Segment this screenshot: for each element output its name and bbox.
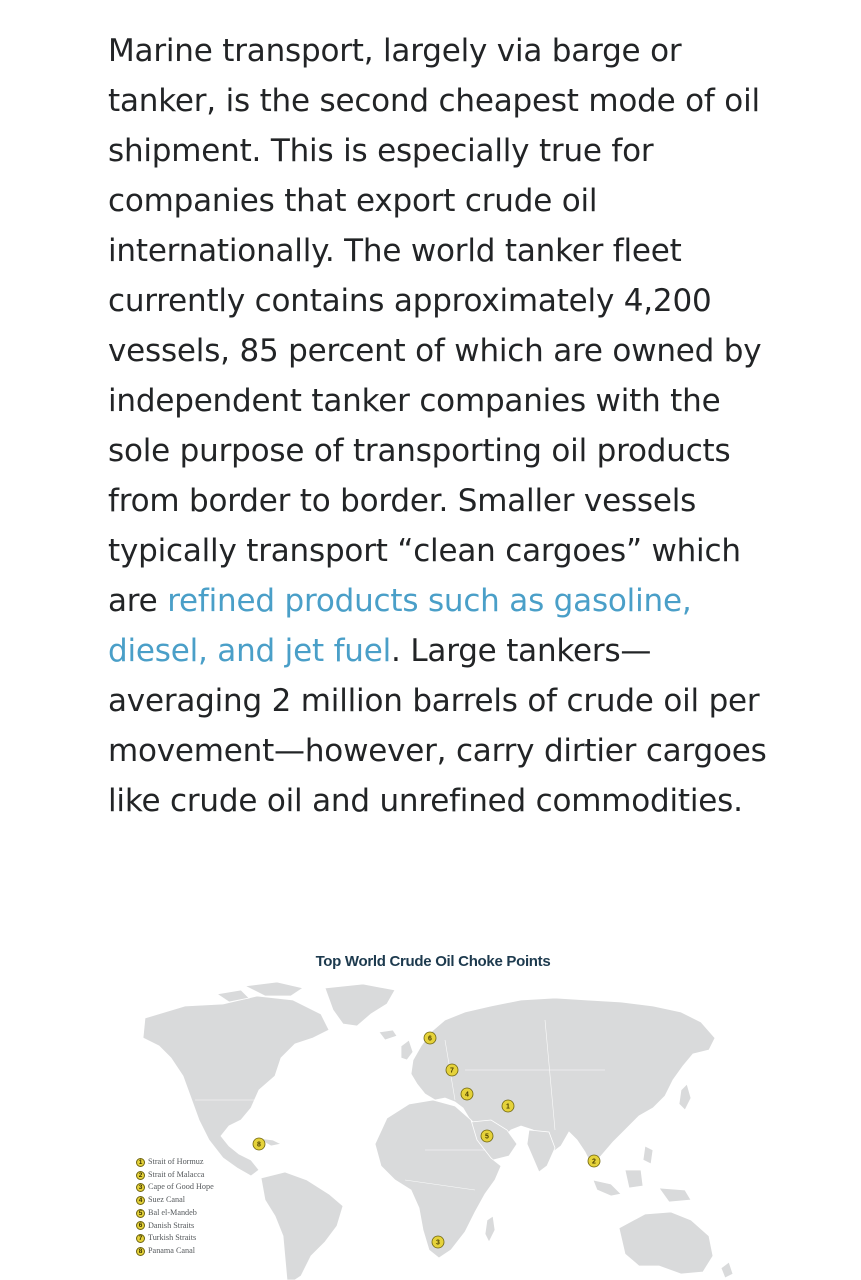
marker-6	[424, 1032, 436, 1044]
marker-3	[432, 1236, 444, 1248]
legend-number: 3	[136, 1183, 145, 1192]
svg-text:1: 1	[506, 1103, 510, 1111]
greenland-shape	[325, 984, 395, 1026]
legend-label: Danish Straits	[148, 1220, 195, 1230]
legend-item	[136, 1181, 214, 1194]
figure-title: Top World Crude Oil Choke Points	[315, 953, 551, 970]
marker-1	[502, 1100, 514, 1112]
india-shape	[527, 1130, 555, 1172]
legend-number: 2	[136, 1171, 145, 1180]
south-america-shape	[261, 1172, 343, 1280]
legend-label: Panama Canal	[148, 1245, 196, 1255]
svg-text:7: 7	[450, 1067, 454, 1075]
australia-shape	[619, 1212, 713, 1274]
marker-2	[588, 1155, 600, 1167]
legend-number: 7	[136, 1234, 145, 1243]
svg-text:6: 6	[428, 1035, 432, 1043]
marker-5	[481, 1130, 493, 1142]
borneo-shape	[625, 1170, 643, 1188]
legend-item	[136, 1194, 214, 1207]
philippines-shape	[643, 1146, 653, 1164]
legend-number: 5	[136, 1209, 145, 1218]
svg-text:4: 4	[465, 1091, 469, 1099]
legend-item	[136, 1245, 214, 1258]
madagascar-shape	[485, 1216, 495, 1242]
north-america-shape	[143, 996, 329, 1176]
new-zealand-shape	[721, 1262, 733, 1278]
legend-item	[136, 1169, 214, 1182]
legend-number: 6	[136, 1221, 145, 1230]
paragraph-text-end: . Large tankers—averaging 2 million barrels of crude oil per movement—however, carry dirtier cargoes like crude oil and unrefined commodities.	[108, 633, 767, 819]
world-map	[125, 980, 741, 1280]
svg-text:8: 8	[257, 1141, 261, 1149]
arctic-islands-shape	[245, 982, 303, 996]
legend-number: 8	[136, 1247, 145, 1256]
choke-points-figure	[125, 940, 741, 1280]
legend-item	[136, 1232, 214, 1245]
uk-shape	[401, 1040, 413, 1060]
marker-4	[461, 1088, 473, 1100]
legend-label: Strait of Malacca	[148, 1169, 205, 1179]
svg-text:5: 5	[485, 1133, 489, 1141]
legend-item	[136, 1207, 214, 1220]
svg-text:3: 3	[436, 1239, 440, 1247]
refined-products-link[interactable]: refined products such as gasoline, diesel, and jet fuel	[108, 583, 692, 669]
legend-label: Cape of Good Hope	[148, 1182, 214, 1192]
paragraph-text-start: Marine transport, largely via barge or tanker, is the second cheapest mode of oil shipment. This is especially true for companies that export crude oil internationally. The world tanker fleet currently contains approximately 4,200 vessels, 85 percent of which are owned by independent tanker companies with the sole purpose of transporting oil products from border to border. Smaller vessels typically transport “clean cargoes” which are	[108, 33, 762, 619]
iceland-shape	[379, 1030, 397, 1040]
map-legend	[136, 1156, 214, 1258]
legend-item	[136, 1156, 214, 1169]
svg-text:2: 2	[592, 1158, 596, 1166]
article-body	[108, 26, 768, 826]
legend-item	[136, 1220, 214, 1233]
article-paragraph	[108, 26, 768, 826]
legend-label: Bal el-Mandeb	[148, 1207, 197, 1217]
legend-label: Strait of Hormuz	[148, 1157, 204, 1166]
new-guinea-shape	[659, 1188, 691, 1202]
marker-8	[253, 1138, 265, 1150]
legend-number: 1	[136, 1158, 145, 1167]
legend-number: 4	[136, 1196, 145, 1205]
japan-shape	[679, 1084, 691, 1110]
marker-7	[446, 1064, 458, 1076]
indonesia-shape	[593, 1180, 621, 1196]
legend-label: Turkish Straits	[148, 1233, 197, 1243]
legend-label: Suez Canal	[148, 1195, 186, 1205]
